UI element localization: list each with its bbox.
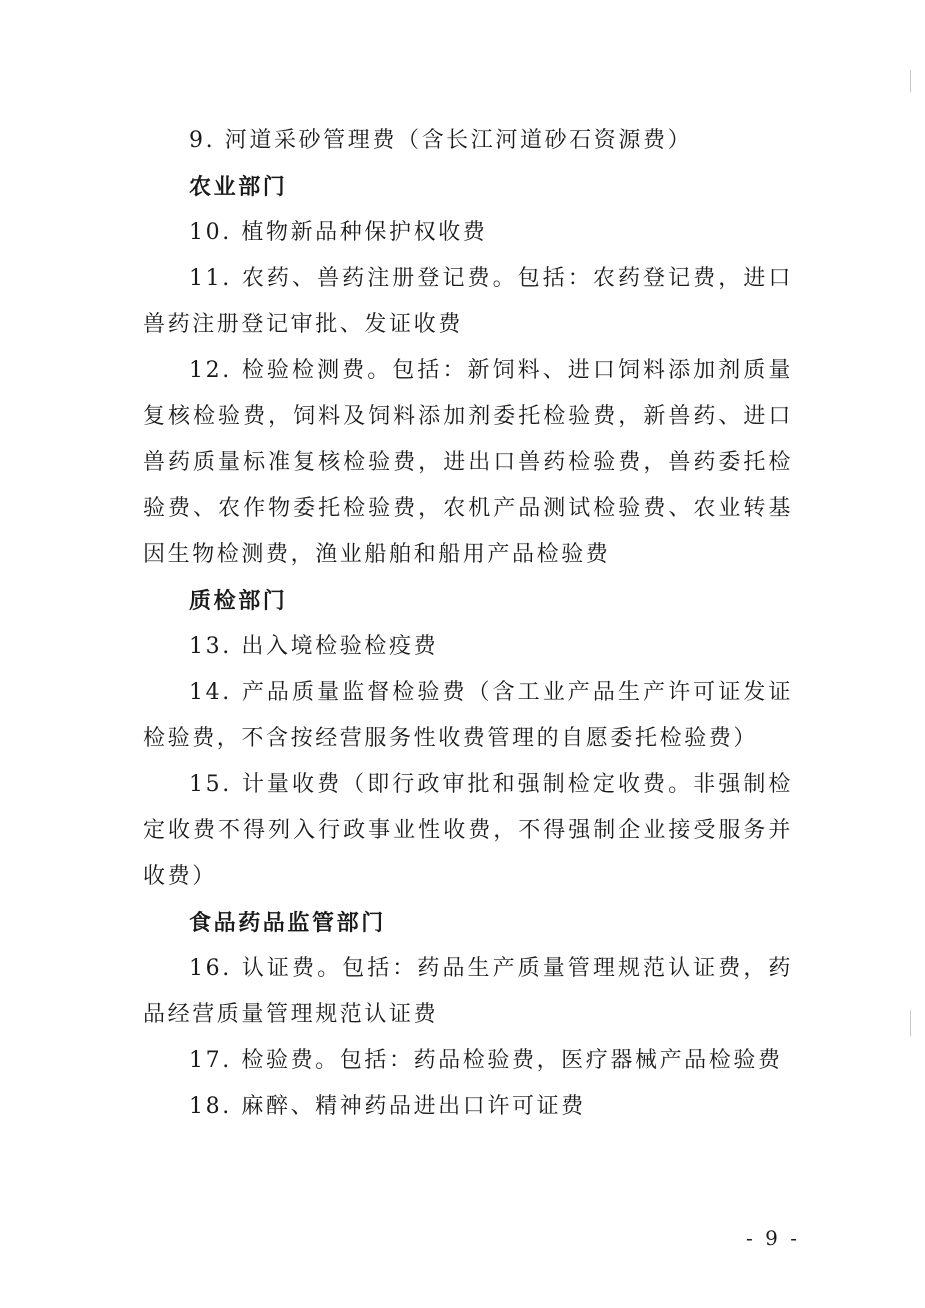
section-heading-quality-inspection: 质检部门 bbox=[189, 588, 288, 614]
list-item: 16. 认证费。包括：药品生产质量管理规范认证费，药品经营质量管理规范认证费 bbox=[143, 956, 793, 1027]
scan-artifact bbox=[910, 1010, 911, 1036]
document-body bbox=[143, 118, 793, 1130]
page-number: - 9 - bbox=[746, 1226, 800, 1250]
list-item: 11. 农药、兽药注册登记费。包括：农药登记费，进口兽药注册登记审批、发证收费 bbox=[143, 266, 793, 337]
list-item: 10. 植物新品种保护权收费 bbox=[189, 220, 488, 245]
list-item: 17. 检验费。包括：药品检验费，医疗器械产品检验费 bbox=[189, 1048, 783, 1073]
scan-artifact bbox=[910, 70, 911, 92]
section-heading-food-drug: 食品药品监管部门 bbox=[189, 910, 386, 936]
list-item: 12. 检验检测费。包括：新饲料、进口饲料添加剂质量复核检验费，饲料及饲料添加剂委托检验费，新兽药、进口兽药质量标准复核检验费，进出口兽药检验费，兽药委托检验费、农作物委托检验费，农机产品测试检验费、农业转基因生物检测费，渔业船舶和船用产品检验费 bbox=[143, 358, 793, 567]
section-heading-agriculture: 农业部门 bbox=[189, 174, 288, 200]
list-item: 15. 计量收费（即行政审批和强制检定收费。非强制检定收费不得列入行政事业性收费，不得强制企业接受服务并收费） bbox=[143, 772, 793, 889]
list-item: 9. 河道采砂管理费（含长江河道砂石资源费） bbox=[189, 128, 693, 153]
list-item: 18. 麻醉、精神药品进出口许可证费 bbox=[189, 1094, 586, 1119]
list-item: 13. 出入境检验检疫费 bbox=[189, 634, 439, 659]
list-item: 14. 产品质量监督检验费（含工业产品生产许可证发证检验费，不含按经营服务性收费管理的自愿委托检验费） bbox=[143, 680, 793, 751]
